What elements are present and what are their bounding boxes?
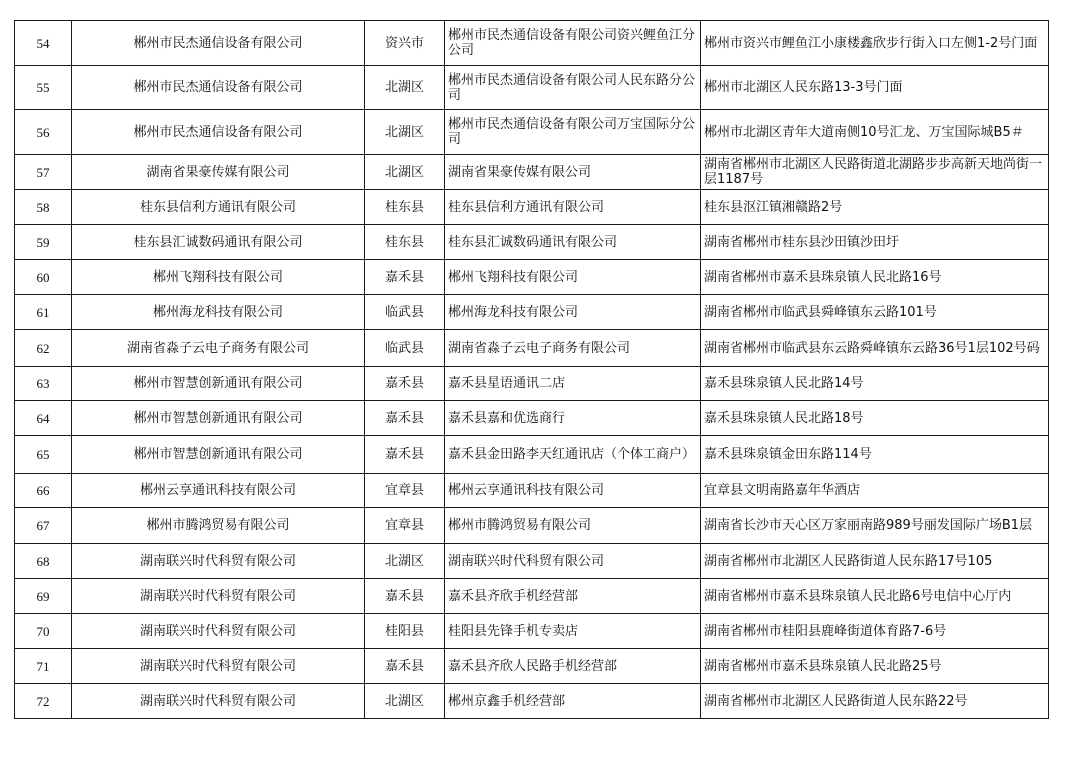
table-row (15, 367, 1049, 401)
store-name-cell: 桂东县汇诚数码通讯有限公司 (445, 225, 701, 260)
row-number-cell: 66 (15, 474, 72, 508)
region-cell: 宜章县 (365, 508, 445, 544)
region-cell: 北湖区 (365, 155, 445, 190)
table-row (15, 66, 1049, 110)
row-number-cell: 58 (15, 190, 72, 225)
company-name-cell: 郴州市腾鸿贸易有限公司 (72, 508, 365, 544)
store-name-cell: 湖南省淼子云电子商务有限公司 (445, 330, 701, 367)
store-address-cell: 嘉禾县珠泉镇金田东路114号 (701, 436, 1049, 474)
region-cell: 嘉禾县 (365, 401, 445, 436)
store-name-cell: 桂阳县先锋手机专卖店 (445, 614, 701, 649)
store-address-cell: 湖南省郴州市桂东县沙田镇沙田圩 (701, 225, 1049, 260)
store-address-cell: 湖南省郴州市临武县舜峰镇东云路101号 (701, 295, 1049, 330)
company-name-cell: 湖南省淼子云电子商务有限公司 (72, 330, 365, 367)
region-cell: 北湖区 (365, 684, 445, 719)
table-row (15, 684, 1049, 719)
company-name-cell: 桂东县信利方通讯有限公司 (72, 190, 365, 225)
row-number-cell: 63 (15, 367, 72, 401)
table-row (15, 401, 1049, 436)
table-row (15, 544, 1049, 579)
store-address-cell: 湖南省郴州市北湖区人民路街道北湖路步步高新天地尚街一层1187号 (701, 155, 1049, 190)
company-name-cell: 桂东县汇诚数码通讯有限公司 (72, 225, 365, 260)
table-row (15, 110, 1049, 155)
table-row (15, 649, 1049, 684)
row-number-cell: 59 (15, 225, 72, 260)
store-name-cell: 郴州市民杰通信设备有限公司人民东路分公司 (445, 66, 701, 110)
table-row (15, 21, 1049, 66)
company-name-cell: 郴州市民杰通信设备有限公司 (72, 110, 365, 155)
row-number-cell: 61 (15, 295, 72, 330)
region-cell: 北湖区 (365, 66, 445, 110)
store-address-cell: 湖南省郴州市桂阳县鹿峰街道体育路7-6号 (701, 614, 1049, 649)
row-number-cell: 65 (15, 436, 72, 474)
region-cell: 嘉禾县 (365, 649, 445, 684)
table-row (15, 579, 1049, 614)
region-cell: 嘉禾县 (365, 260, 445, 295)
table-row (15, 436, 1049, 474)
company-name-cell: 郴州市民杰通信设备有限公司 (72, 21, 365, 66)
store-address-cell: 湖南省郴州市北湖区人民路街道人民东路17号105 (701, 544, 1049, 579)
store-name-cell: 桂东县信利方通讯有限公司 (445, 190, 701, 225)
table-body (15, 21, 1049, 719)
store-name-cell: 郴州市腾鸿贸易有限公司 (445, 508, 701, 544)
store-address-cell: 湖南省郴州市嘉禾县珠泉镇人民北路25号 (701, 649, 1049, 684)
table-row (15, 330, 1049, 367)
row-number-cell: 70 (15, 614, 72, 649)
row-number-cell: 69 (15, 579, 72, 614)
row-number-cell: 57 (15, 155, 72, 190)
store-address-cell: 湖南省郴州市北湖区人民路街道人民东路22号 (701, 684, 1049, 719)
table-row (15, 260, 1049, 295)
store-name-cell: 湖南省果豪传媒有限公司 (445, 155, 701, 190)
company-name-cell: 湖南省果豪传媒有限公司 (72, 155, 365, 190)
row-number-cell: 56 (15, 110, 72, 155)
region-cell: 嘉禾县 (365, 367, 445, 401)
table-row (15, 155, 1049, 190)
region-cell: 临武县 (365, 330, 445, 367)
table-row (15, 225, 1049, 260)
store-address-cell: 湖南省郴州市临武县东云路舜峰镇东云路36号1层102号码 (701, 330, 1049, 367)
table-row (15, 295, 1049, 330)
row-number-cell: 54 (15, 21, 72, 66)
region-cell: 临武县 (365, 295, 445, 330)
company-name-cell: 郴州市智慧创新通讯有限公司 (72, 401, 365, 436)
store-name-cell: 湖南联兴时代科贸有限公司 (445, 544, 701, 579)
store-name-cell: 嘉禾县齐欣人民路手机经营部 (445, 649, 701, 684)
company-name-cell: 湖南联兴时代科贸有限公司 (72, 614, 365, 649)
store-address-cell: 郴州市北湖区人民东路13-3号门面 (701, 66, 1049, 110)
row-number-cell: 62 (15, 330, 72, 367)
table-row (15, 190, 1049, 225)
store-name-cell: 郴州飞翔科技有限公司 (445, 260, 701, 295)
store-name-cell: 嘉禾县金田路李天红通讯店（个体工商户） (445, 436, 701, 474)
region-cell: 桂阳县 (365, 614, 445, 649)
store-address-cell: 湖南省郴州市嘉禾县珠泉镇人民北路6号电信中心厅内 (701, 579, 1049, 614)
company-name-cell: 郴州市智慧创新通讯有限公司 (72, 367, 365, 401)
store-name-cell: 郴州市民杰通信设备有限公司万宝国际分公司 (445, 110, 701, 155)
company-name-cell: 郴州云享通讯科技有限公司 (72, 474, 365, 508)
row-number-cell: 64 (15, 401, 72, 436)
region-cell: 嘉禾县 (365, 436, 445, 474)
row-number-cell: 71 (15, 649, 72, 684)
company-name-cell: 郴州市智慧创新通讯有限公司 (72, 436, 365, 474)
store-name-cell: 嘉禾县嘉和优选商行 (445, 401, 701, 436)
row-number-cell: 67 (15, 508, 72, 544)
store-address-cell: 嘉禾县珠泉镇人民北路18号 (701, 401, 1049, 436)
region-cell: 桂东县 (365, 225, 445, 260)
row-number-cell: 60 (15, 260, 72, 295)
region-cell: 嘉禾县 (365, 579, 445, 614)
store-name-cell: 郴州市民杰通信设备有限公司资兴鲤鱼江分公司 (445, 21, 701, 66)
table-row (15, 614, 1049, 649)
store-name-cell: 郴州云享通讯科技有限公司 (445, 474, 701, 508)
company-name-cell: 湖南联兴时代科贸有限公司 (72, 649, 365, 684)
table-row (15, 508, 1049, 544)
store-address-cell: 桂东县沤江镇湘赣路2号 (701, 190, 1049, 225)
company-name-cell: 湖南联兴时代科贸有限公司 (72, 684, 365, 719)
table-row (15, 474, 1049, 508)
row-number-cell: 72 (15, 684, 72, 719)
region-cell: 北湖区 (365, 110, 445, 155)
store-address-cell: 嘉禾县珠泉镇人民北路14号 (701, 367, 1049, 401)
company-name-cell: 郴州市民杰通信设备有限公司 (72, 66, 365, 110)
company-name-cell: 郴州飞翔科技有限公司 (72, 260, 365, 295)
company-name-cell: 湖南联兴时代科贸有限公司 (72, 579, 365, 614)
store-address-cell: 郴州市资兴市鲤鱼江小康楼鑫欣步行街入口左侧1-2号门面 (701, 21, 1049, 66)
region-cell: 宜章县 (365, 474, 445, 508)
store-address-cell: 宜章县文明南路嘉年华酒店 (701, 474, 1049, 508)
store-address-cell: 湖南省郴州市嘉禾县珠泉镇人民北路16号 (701, 260, 1049, 295)
store-name-cell: 郴州海龙科技有限公司 (445, 295, 701, 330)
store-name-cell: 嘉禾县星语通讯二店 (445, 367, 701, 401)
store-address-cell: 湖南省长沙市天心区万家丽南路989号丽发国际广场B1层 (701, 508, 1049, 544)
region-cell: 北湖区 (365, 544, 445, 579)
company-name-cell: 湖南联兴时代科贸有限公司 (72, 544, 365, 579)
company-name-cell: 郴州海龙科技有限公司 (72, 295, 365, 330)
row-number-cell: 68 (15, 544, 72, 579)
store-list-table (14, 20, 1049, 719)
row-number-cell: 55 (15, 66, 72, 110)
region-cell: 桂东县 (365, 190, 445, 225)
store-name-cell: 郴州京鑫手机经营部 (445, 684, 701, 719)
region-cell: 资兴市 (365, 21, 445, 66)
store-address-cell: 郴州市北湖区青年大道南侧10号汇龙、万宝国际城B5＃ (701, 110, 1049, 155)
store-name-cell: 嘉禾县齐欣手机经营部 (445, 579, 701, 614)
document-page (14, 20, 1048, 719)
